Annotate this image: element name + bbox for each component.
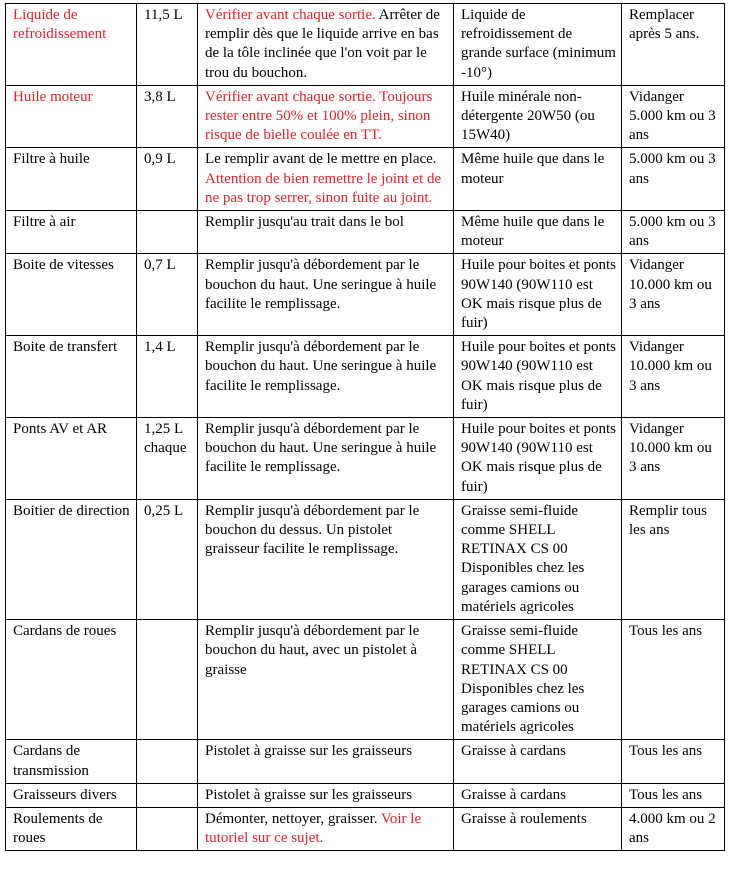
- procedure-text: Le remplir avant de le mettre en place.: [205, 151, 437, 168]
- procedure-cell: [198, 499, 454, 619]
- table-row: [6, 85, 725, 148]
- element-cell: Roulements de roues: [6, 807, 137, 850]
- capacity-cell: 11,5 L: [137, 4, 198, 86]
- capacity-cell: 0,9 L: [137, 148, 198, 211]
- table-row: [6, 211, 725, 254]
- procedure-warning-text: Voir le tutoriel sur ce sujet.: [205, 810, 422, 847]
- element-cell: Huile moteur: [6, 85, 137, 148]
- table-row: [6, 783, 725, 807]
- procedure-cell: [198, 211, 454, 254]
- procedure-warning-text: Attention de bien remettre le joint et de ne pas trop serrer, sinon fuite au joint.: [205, 170, 442, 206]
- maintenance-table: [5, 3, 725, 851]
- table-row: [6, 499, 725, 619]
- interval-cell: 4.000 km ou 2 ans: [622, 807, 725, 850]
- element-cell: Boite de transfert: [6, 336, 137, 418]
- procedure-cell: [198, 336, 454, 418]
- product-cell: Graisse à roulements: [454, 807, 622, 850]
- element-cell: Ponts AV et AR: [6, 418, 137, 500]
- interval-cell: Tous les ans: [622, 740, 725, 783]
- procedure-text: Pistolet à graisse sur les graisseurs: [205, 743, 413, 760]
- product-cell: Même huile que dans le moteur: [454, 211, 622, 254]
- interval-cell: 5.000 km ou 3 ans: [622, 211, 725, 254]
- table-row: [6, 418, 725, 500]
- procedure-cell: [198, 418, 454, 500]
- interval-cell: Tous les ans: [622, 783, 725, 807]
- product-cell: Graisse à cardans: [454, 740, 622, 783]
- table-row: [6, 148, 725, 211]
- product-cell: Huile minérale non-détergente 20W50 (ou 15W40): [454, 85, 622, 148]
- procedure-text: Remplir jusqu'à débordement par le bouchon du haut. Une seringue à huile facilite le remplissage.: [205, 257, 437, 312]
- procedure-cell: [198, 4, 454, 86]
- interval-cell: 5.000 km ou 3 ans: [622, 148, 725, 211]
- product-cell: Huile pour boites et ponts 90W140 (90W110 est OK mais risque plus de fuir): [454, 336, 622, 418]
- procedure-warning-text: Vérifier avant chaque sortie. Toujours rester entre 50% et 100% plein, sinon risque de bielle coulée en TT.: [205, 88, 433, 144]
- procedure-cell: [198, 783, 454, 807]
- element-cell: Boitier de direction: [6, 499, 137, 619]
- product-cell: Même huile que dans le moteur: [454, 148, 622, 211]
- table-row: [6, 807, 725, 850]
- procedure-text: Remplir jusqu'à débordement par le bouchon du haut. Une seringue à huile facilite le remplissage.: [205, 421, 437, 476]
- element-cell: Boite de vitesses: [6, 254, 137, 336]
- capacity-cell: 0,7 L: [137, 254, 198, 336]
- interval-cell: Vidanger 10.000 km ou 3 ans: [622, 336, 725, 418]
- procedure-text: Remplir jusqu'au trait dans le bol: [205, 214, 404, 231]
- element-cell: Cardans de transmission: [6, 740, 137, 783]
- procedure-warning-text: Vérifier avant chaque sortie.: [205, 7, 376, 23]
- table-row: [6, 254, 725, 336]
- procedure-text: Démonter, nettoyer, graisser.: [205, 810, 381, 827]
- procedure-text: Arrêter de remplir dès que le liquide arrive en bas de la tôle inclinée que l'on voit par le trou du bouchon.: [205, 7, 440, 81]
- interval-cell: Vidanger 10.000 km ou 3 ans: [622, 254, 725, 336]
- capacity-cell: 0,25 L: [137, 499, 198, 619]
- procedure-cell: [198, 620, 454, 740]
- product-cell: Graisse semi-fluide comme SHELL RETINAX CS 00 Disponibles chez les garages camions ou matériels agricoles: [454, 499, 622, 619]
- interval-cell: Remplacer après 5 ans.: [622, 4, 725, 86]
- procedure-cell: [198, 148, 454, 211]
- capacity-cell: 1,25 L chaque: [137, 418, 198, 500]
- product-cell: Graisse semi-fluide comme SHELL RETINAX CS 00 Disponibles chez les garages camions ou matériels agricoles: [454, 620, 622, 740]
- capacity-cell: [137, 620, 198, 740]
- product-cell: Huile pour boites et ponts 90W140 (90W110 est OK mais risque plus de fuir): [454, 254, 622, 336]
- procedure-cell: [198, 85, 454, 148]
- procedure-cell: [198, 807, 454, 850]
- procedure-text: Remplir jusqu'à débordement par le bouchon du haut. Une seringue à huile facilite le remplissage.: [205, 339, 437, 394]
- element-cell: Graisseurs divers: [6, 783, 137, 807]
- capacity-cell: [137, 211, 198, 254]
- interval-cell: Vidanger 10.000 km ou 3 ans: [622, 418, 725, 500]
- product-cell: Huile pour boites et ponts 90W140 (90W110 est OK mais risque plus de fuir): [454, 418, 622, 500]
- capacity-cell: [137, 807, 198, 850]
- procedure-cell: [198, 254, 454, 336]
- capacity-cell: [137, 783, 198, 807]
- table-row: [6, 740, 725, 783]
- element-cell: Filtre à air: [6, 211, 137, 254]
- maintenance-table-body: [6, 4, 725, 851]
- procedure-text: Remplir jusqu'à débordement par le bouchon du haut, avec un pistolet à graisse: [205, 623, 420, 678]
- product-cell: Graisse à cardans: [454, 783, 622, 807]
- table-row: [6, 336, 725, 418]
- interval-cell: Vidanger 5.000 km ou 3 ans: [622, 85, 725, 148]
- procedure-text: Remplir jusqu'à débordement par le bouchon du dessus. Un pistolet graisseur facilite le remplissage.: [205, 502, 420, 558]
- element-cell: Cardans de roues: [6, 620, 137, 740]
- capacity-cell: [137, 740, 198, 783]
- procedure-text: Pistolet à graisse sur les graisseurs: [205, 786, 413, 803]
- capacity-cell: 1,4 L: [137, 336, 198, 418]
- table-row: [6, 620, 725, 740]
- element-cell: Liquide de refroidissement: [6, 4, 137, 86]
- table-row: [6, 4, 725, 86]
- capacity-cell: 3,8 L: [137, 85, 198, 148]
- interval-cell: Remplir tous les ans: [622, 499, 725, 619]
- interval-cell: Tous les ans: [622, 620, 725, 740]
- product-cell: Liquide de refroidissement de grande surface (minimum -10°): [454, 4, 622, 86]
- element-cell: Filtre à huile: [6, 148, 137, 211]
- procedure-cell: [198, 740, 454, 783]
